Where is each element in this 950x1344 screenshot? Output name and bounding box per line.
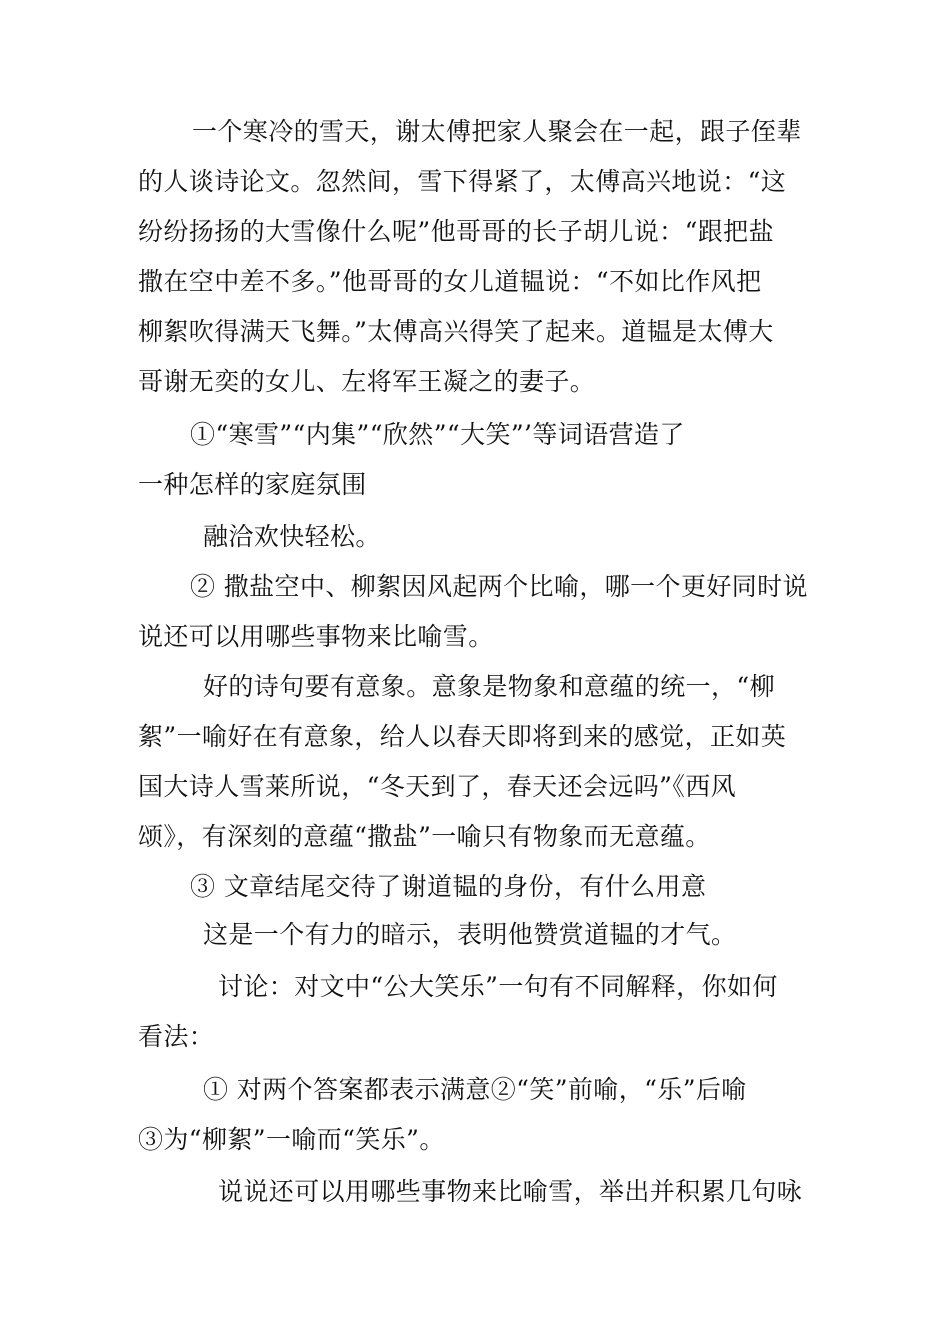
answer-2-cont: 絮”一喻好在有意象，给人以春天即将到来的感觉，正如英 bbox=[138, 722, 787, 751]
question-2: ② 撒盐空中、柳絮因风起两个比喻，哪一个更好同时说 bbox=[190, 572, 808, 601]
text-line: 的人谈诗论文。忽然间，雪下得紧了，太傅高兴地说：“这 bbox=[138, 167, 787, 196]
answer-2-cont: 颂》，有深刻的意蕴“撒盐”一喻只有物象而无意蕴。 bbox=[138, 822, 711, 851]
discussion-prompt-cont: 看法： bbox=[138, 1022, 215, 1051]
answer-2: 好的诗句要有意象。意象是物象和意蕴的统一，“柳 bbox=[203, 672, 775, 701]
text-line: 一个寒冷的雪天，谢太傅把家人聚会在一起，跟子侄辈 bbox=[192, 117, 802, 146]
answer-1: 融洽欢快轻松。 bbox=[203, 522, 381, 551]
answer-3: 这是一个有力的暗示，表明他赞赏道韫的才气。 bbox=[203, 920, 737, 949]
text-line: 纷纷扬扬的大雪像什么呢”他哥哥的长子胡儿说：“跟把盐 bbox=[138, 217, 774, 246]
answer-2-cont: 国大诗人雪莱所说，“冬天到了，春天还会远吗”《西风 bbox=[138, 772, 737, 801]
text-line: 撒在空中差不多。”他哥哥的女儿道韫说：“不如比作风把 bbox=[138, 267, 762, 296]
text-line: 哥谢无奕的女儿、左将军王凝之的妻子。 bbox=[138, 367, 596, 396]
question-3: ③ 文章结尾交待了谢道韫的身份，有什么用意 bbox=[190, 872, 707, 901]
discussion-prompt: 讨论：对文中“公大笑乐”一句有不同解释，你如何 bbox=[218, 972, 778, 1001]
text-line: 柳絮吹得满天飞舞。”太傅高兴得笑了起来。道韫是太傅大 bbox=[138, 317, 774, 346]
question-2-cont: 说还可以用哪些事物来比喻雪。 bbox=[138, 622, 494, 651]
question-1: ①“寒雪”“内集”“欣然”“大笑”’等词语营造了 bbox=[190, 420, 685, 449]
closing-prompt: 说说还可以用哪些事物来比喻雪，举出并积累几句咏 bbox=[218, 1177, 803, 1206]
discussion-answer: ① 对两个答案都表示满意②“笑”前喻，“乐”后喻 bbox=[203, 1075, 747, 1104]
discussion-answer-cont: ③为“柳絮”一喻而“笑乐”。 bbox=[138, 1125, 445, 1154]
question-1-cont: 一种怎样的家庭氛围 bbox=[138, 470, 367, 499]
